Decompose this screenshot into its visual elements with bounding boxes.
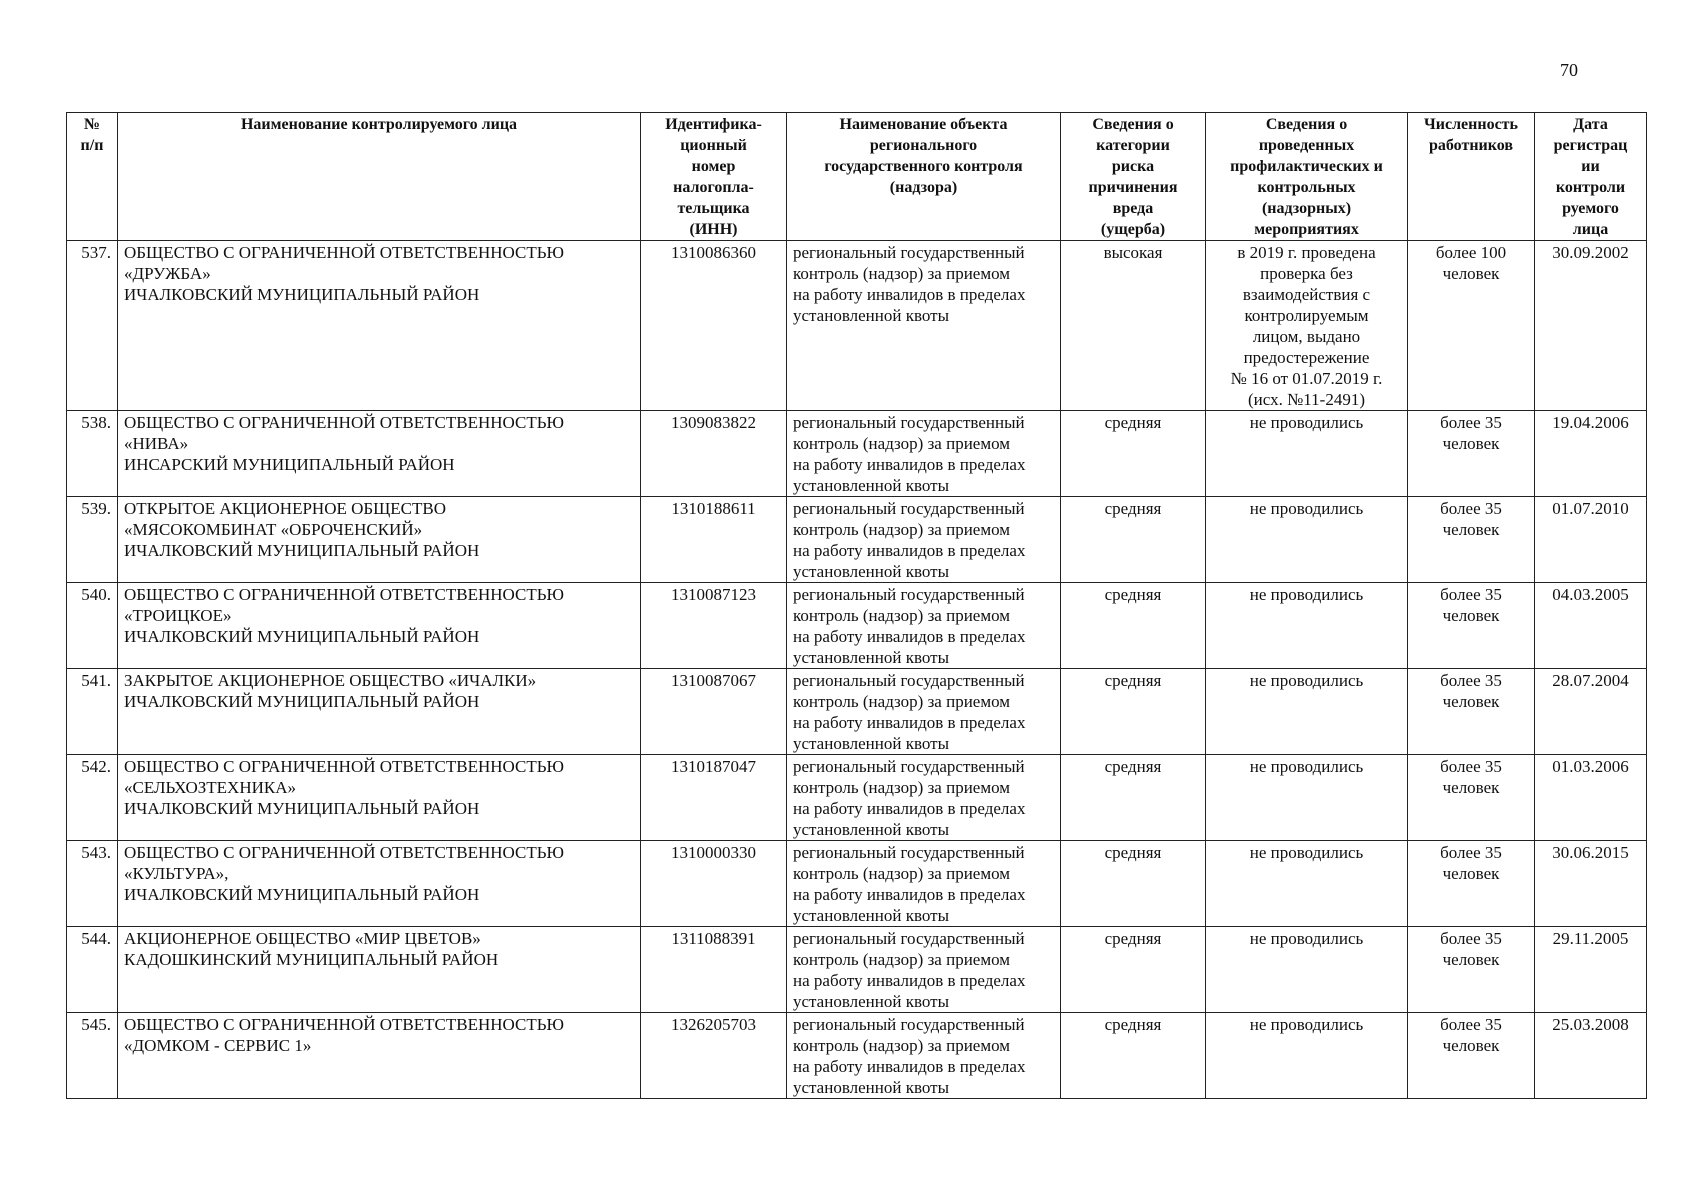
cell-control-object: [787, 755, 1061, 841]
cell-line: на работу инвалидов в пределах: [793, 541, 1026, 560]
cell-line: «МЯСОКОМБИНАТ «ОБРОЧЕНСКИЙ»: [124, 520, 423, 539]
cell-inn: 1310187047: [641, 755, 787, 841]
cell-line: работников: [1428, 137, 1514, 154]
cell-line: Идентифика-: [665, 116, 762, 133]
cell-line: человек: [1442, 264, 1500, 283]
cell-number: 538.: [67, 411, 118, 497]
cell-workers: [1408, 411, 1535, 497]
table-body: [67, 241, 1647, 1099]
cell-line: контролируемым: [1244, 306, 1369, 325]
cell-line: лицом, выдано: [1252, 327, 1361, 346]
cell-inn: 1311088391: [641, 927, 787, 1013]
cell-line: руемого: [1562, 200, 1619, 217]
cell-line: п/п: [80, 137, 104, 154]
cell-inn: 1326205703: [641, 1013, 787, 1099]
cell-line: предостережение: [1243, 348, 1370, 367]
cell-line: установленной квоты: [793, 562, 949, 581]
cell-line: человек: [1442, 606, 1500, 625]
cell-line: профилактических и: [1230, 158, 1383, 175]
cell-line: «ДРУЖБА»: [124, 264, 211, 283]
cell-entity-name: [118, 755, 641, 841]
cell-entity-name: [118, 927, 641, 1013]
cell-events: [1206, 841, 1408, 927]
cell-line: региональный государственный: [793, 929, 1025, 948]
cell-control-object: [787, 241, 1061, 411]
table-row: [67, 583, 1647, 669]
cell-workers: [1408, 755, 1535, 841]
cell-inn: 1309083822: [641, 411, 787, 497]
cell-line: региональный государственный: [793, 843, 1025, 862]
cell-workers: [1408, 841, 1535, 927]
cell-line: (ущерба): [1100, 221, 1166, 238]
cell-line: регионального: [869, 137, 978, 154]
cell-line: не проводились: [1249, 671, 1364, 690]
cell-registration-date: 19.04.2006: [1535, 411, 1647, 497]
cell-line: Сведения о: [1265, 116, 1348, 133]
cell-line: категории: [1096, 137, 1170, 154]
cell-line: (ИНН): [689, 221, 738, 238]
cell-line: ционный: [680, 137, 747, 154]
cell-events: [1206, 755, 1408, 841]
cell-number: 539.: [67, 497, 118, 583]
cell-line: ОБЩЕСТВО С ОГРАНИЧЕННОЙ ОТВЕТСТВЕННОСТЬЮ: [124, 757, 564, 776]
cell-entity-name: [118, 411, 641, 497]
cell-line: не проводились: [1249, 757, 1364, 776]
table-row: [67, 927, 1647, 1013]
cell-line: Численность: [1424, 116, 1518, 133]
col-header-risk: [1061, 113, 1206, 241]
cell-line: более 35: [1440, 929, 1502, 948]
table-row: [67, 241, 1647, 411]
cell-line: более 35: [1440, 843, 1502, 862]
col-header-workers: [1408, 113, 1535, 241]
cell-line: человек: [1442, 864, 1500, 883]
cell-line: КАДОШКИНСКИЙ МУНИЦИПАЛЬНЫЙ РАЙОН: [124, 950, 499, 969]
col-header-object: [787, 113, 1061, 241]
cell-line: ИЧАЛКОВСКИЙ МУНИЦИПАЛЬНЫЙ РАЙОН: [124, 692, 480, 711]
cell-inn: 1310188611: [641, 497, 787, 583]
cell-line: (надзорных): [1261, 200, 1352, 217]
cell-line: на работу инвалидов в пределах: [793, 285, 1026, 304]
cell-entity-name: [118, 1013, 641, 1099]
cell-events: [1206, 927, 1408, 1013]
cell-line: не проводились: [1249, 843, 1364, 862]
cell-line: ОБЩЕСТВО С ОГРАНИЧЕННОЙ ОТВЕТСТВЕННОСТЬЮ: [124, 413, 564, 432]
cell-line: тельщика: [677, 200, 750, 217]
cell-registration-date: 30.06.2015: [1535, 841, 1647, 927]
cell-line: контроль (надзор) за приемом: [793, 864, 1011, 883]
cell-inn: 1310087123: [641, 583, 787, 669]
col-header-inn: [641, 113, 787, 241]
cell-events: [1206, 241, 1408, 411]
cell-line: региональный государственный: [793, 585, 1025, 604]
cell-line: на работу инвалидов в пределах: [793, 713, 1026, 732]
cell-line: номер: [691, 158, 736, 175]
cell-line: проверка без: [1260, 264, 1353, 283]
cell-line: человек: [1442, 950, 1500, 969]
cell-line: установленной квоты: [793, 906, 949, 925]
cell-events: [1206, 669, 1408, 755]
cell-line: более 35: [1440, 757, 1502, 776]
cell-line: в 2019 г. проведена: [1237, 243, 1376, 262]
cell-events: [1206, 497, 1408, 583]
cell-number: 545.: [67, 1013, 118, 1099]
cell-line: контроли: [1555, 179, 1626, 196]
cell-risk-category: средняя: [1061, 1013, 1206, 1099]
cell-line: не проводились: [1249, 499, 1364, 518]
cell-line: контрольных: [1257, 179, 1356, 196]
cell-line: «НИВА»: [124, 434, 189, 453]
cell-line: причинения: [1088, 179, 1178, 196]
cell-line: человек: [1442, 434, 1500, 453]
cell-line: налогопла-: [673, 179, 754, 196]
cell-line: №: [83, 116, 101, 133]
cell-line: ОБЩЕСТВО С ОГРАНИЧЕННОЙ ОТВЕТСТВЕННОСТЬЮ: [124, 843, 564, 862]
cell-line: контроль (надзор) за приемом: [793, 264, 1011, 283]
cell-line: контроль (надзор) за приемом: [793, 606, 1011, 625]
cell-line: более 35: [1440, 585, 1502, 604]
cell-workers: [1408, 241, 1535, 411]
cell-line: мероприятиях: [1254, 221, 1359, 238]
cell-control-object: [787, 583, 1061, 669]
cell-line: на работу инвалидов в пределах: [793, 885, 1026, 904]
cell-risk-category: средняя: [1061, 411, 1206, 497]
col-header-events: [1206, 113, 1408, 241]
cell-line: контроль (надзор) за приемом: [793, 520, 1011, 539]
cell-workers: [1408, 583, 1535, 669]
table-row: [67, 411, 1647, 497]
cell-line: ИЧАЛКОВСКИЙ МУНИЦИПАЛЬНЫЙ РАЙОН: [124, 541, 480, 560]
cell-registration-date: 28.07.2004: [1535, 669, 1647, 755]
cell-control-object: [787, 841, 1061, 927]
cell-inn: 1310000330: [641, 841, 787, 927]
cell-line: не проводились: [1249, 585, 1364, 604]
cell-line: АКЦИОНЕРНОЕ ОБЩЕСТВО «МИР ЦВЕТОВ»: [124, 929, 481, 948]
cell-line: человек: [1442, 692, 1500, 711]
cell-line: ИЧАЛКОВСКИЙ МУНИЦИПАЛЬНЫЙ РАЙОН: [124, 627, 480, 646]
cell-line: на работу инвалидов в пределах: [793, 799, 1026, 818]
cell-line: ИНСАРСКИЙ МУНИЦИПАЛЬНЫЙ РАЙОН: [124, 455, 455, 474]
cell-number: 540.: [67, 583, 118, 669]
cell-line: не проводились: [1249, 413, 1364, 432]
col-header-date: [1535, 113, 1647, 241]
cell-risk-category: средняя: [1061, 755, 1206, 841]
cell-workers: [1408, 669, 1535, 755]
table-row: [67, 497, 1647, 583]
cell-line: установленной квоты: [793, 734, 949, 753]
cell-risk-category: средняя: [1061, 669, 1206, 755]
cell-line: регистрац: [1553, 137, 1628, 154]
cell-risk-category: средняя: [1061, 583, 1206, 669]
cell-line: ИЧАЛКОВСКИЙ МУНИЦИПАЛЬНЫЙ РАЙОН: [124, 885, 480, 904]
table-row: [67, 755, 1647, 841]
cell-line: (исх. №11-2491): [1248, 390, 1365, 409]
cell-line: ОБЩЕСТВО С ОГРАНИЧЕННОЙ ОТВЕТСТВЕННОСТЬЮ: [124, 1015, 564, 1034]
cell-line: более 35: [1440, 499, 1502, 518]
cell-line: контроль (надзор) за приемом: [793, 778, 1011, 797]
cell-entity-name: [118, 497, 641, 583]
cell-line: Сведения о: [1092, 116, 1174, 133]
table-row: [67, 669, 1647, 755]
cell-line: на работу инвалидов в пределах: [793, 1057, 1026, 1076]
cell-line: более 35: [1440, 1015, 1502, 1034]
cell-events: [1206, 1013, 1408, 1099]
cell-entity-name: [118, 841, 641, 927]
cell-number: 541.: [67, 669, 118, 755]
cell-risk-category: высокая: [1061, 241, 1206, 411]
cell-line: на работу инвалидов в пределах: [793, 971, 1026, 990]
cell-inn: 1310086360: [641, 241, 787, 411]
cell-line: «КУЛЬТУРА»,: [124, 864, 229, 883]
cell-registration-date: 29.11.2005: [1535, 927, 1647, 1013]
cell-entity-name: [118, 583, 641, 669]
cell-workers: [1408, 1013, 1535, 1099]
cell-line: вреда: [1112, 200, 1154, 217]
cell-line: контроль (надзор) за приемом: [793, 434, 1011, 453]
cell-registration-date: 04.03.2005: [1535, 583, 1647, 669]
cell-control-object: [787, 669, 1061, 755]
cell-line: более 35: [1440, 671, 1502, 690]
cell-line: Дата: [1573, 116, 1608, 133]
cell-line: установленной квоты: [793, 306, 949, 325]
cell-line: региональный государственный: [793, 757, 1025, 776]
cell-line: «СЕЛЬХОЗТЕХНИКА»: [124, 778, 296, 797]
cell-line: ИЧАЛКОВСКИЙ МУНИЦИПАЛЬНЫЙ РАЙОН: [124, 285, 480, 304]
cell-line: на работу инвалидов в пределах: [793, 627, 1026, 646]
cell-line: не проводились: [1249, 1015, 1364, 1034]
cell-control-object: [787, 411, 1061, 497]
cell-line: более 100: [1435, 243, 1507, 262]
cell-line: лица: [1572, 221, 1609, 238]
cell-risk-category: средняя: [1061, 841, 1206, 927]
cell-line: «ДОМКОМ - СЕРВИС 1»: [124, 1036, 312, 1055]
cell-line: № 16 от 01.07.2019 г.: [1230, 369, 1383, 388]
cell-line: человек: [1442, 520, 1500, 539]
cell-line: проведенных: [1258, 137, 1355, 154]
cell-line: региональный государственный: [793, 1015, 1025, 1034]
cell-workers: [1408, 927, 1535, 1013]
cell-line: установленной квоты: [793, 648, 949, 667]
cell-line: региональный государственный: [793, 413, 1025, 432]
cell-line: ЗАКРЫТОЕ АКЦИОНЕРНОЕ ОБЩЕСТВО «ИЧАЛКИ»: [124, 671, 537, 690]
cell-line: региональный государственный: [793, 671, 1025, 690]
cell-line: человек: [1442, 778, 1500, 797]
cell-line: региональный государственный: [793, 499, 1025, 518]
cell-registration-date: 30.09.2002: [1535, 241, 1647, 411]
cell-line: человек: [1442, 1036, 1500, 1055]
cell-line: на работу инвалидов в пределах: [793, 455, 1026, 474]
cell-line: ОБЩЕСТВО С ОГРАНИЧЕННОЙ ОТВЕТСТВЕННОСТЬЮ: [124, 585, 564, 604]
cell-line: ИЧАЛКОВСКИЙ МУНИЦИПАЛЬНЫЙ РАЙОН: [124, 799, 480, 818]
cell-registration-date: 01.07.2010: [1535, 497, 1647, 583]
header-row: [67, 113, 1647, 241]
cell-line: «ТРОИЦКОЕ»: [124, 606, 232, 625]
page-number: 70: [1560, 60, 1578, 80]
cell-line: установленной квоты: [793, 476, 949, 495]
cell-line: не проводились: [1249, 929, 1364, 948]
cell-risk-category: средняя: [1061, 927, 1206, 1013]
cell-inn: 1310087067: [641, 669, 787, 755]
cell-line: установленной квоты: [793, 820, 949, 839]
cell-control-object: [787, 927, 1061, 1013]
cell-number: 537.: [67, 241, 118, 411]
cell-line: государственного контроля: [824, 158, 1023, 175]
cell-line: ии: [1581, 158, 1600, 175]
cell-registration-date: 25.03.2008: [1535, 1013, 1647, 1099]
cell-line: ОТКРЫТОЕ АКЦИОНЕРНОЕ ОБЩЕСТВО: [124, 499, 447, 518]
table-row: [67, 841, 1647, 927]
cell-line: более 35: [1440, 413, 1502, 432]
cell-line: Наименование контролируемого лица: [240, 116, 518, 133]
cell-number: 543.: [67, 841, 118, 927]
cell-number: 544.: [67, 927, 118, 1013]
cell-workers: [1408, 497, 1535, 583]
col-header-number: [67, 113, 118, 241]
cell-line: контроль (надзор) за приемом: [793, 950, 1011, 969]
cell-line: Наименование объекта: [839, 116, 1008, 133]
cell-risk-category: средняя: [1061, 497, 1206, 583]
col-header-name: [118, 113, 641, 241]
cell-line: установленной квоты: [793, 992, 949, 1011]
cell-control-object: [787, 497, 1061, 583]
cell-control-object: [787, 1013, 1061, 1099]
cell-line: контроль (надзор) за приемом: [793, 692, 1011, 711]
cell-line: установленной квоты: [793, 1078, 949, 1097]
cell-events: [1206, 583, 1408, 669]
cell-line: взаимодействия с: [1242, 285, 1371, 304]
registry-table: [66, 112, 1647, 1099]
table-row: [67, 1013, 1647, 1099]
cell-events: [1206, 411, 1408, 497]
cell-entity-name: [118, 241, 641, 411]
cell-registration-date: 01.03.2006: [1535, 755, 1647, 841]
cell-line: (надзора): [889, 179, 958, 196]
cell-number: 542.: [67, 755, 118, 841]
cell-line: контроль (надзор) за приемом: [793, 1036, 1011, 1055]
cell-line: риска: [1111, 158, 1155, 175]
cell-line: региональный государственный: [793, 243, 1025, 262]
cell-entity-name: [118, 669, 641, 755]
cell-line: ОБЩЕСТВО С ОГРАНИЧЕННОЙ ОТВЕТСТВЕННОСТЬЮ: [124, 243, 564, 262]
